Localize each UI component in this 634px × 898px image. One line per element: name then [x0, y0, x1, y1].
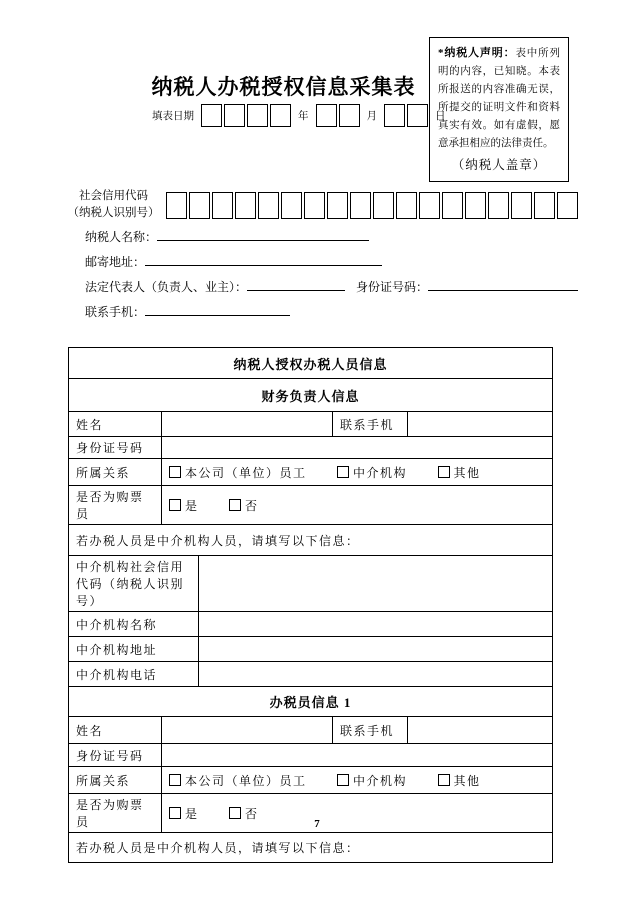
- clerk1-agency-note: 若办税人员是中介机构人员，请填写以下信息：: [69, 833, 553, 863]
- cfo-phone-label: 联系手机: [333, 412, 408, 437]
- mailing-address-label: 邮寄地址：: [85, 255, 146, 269]
- cfo-relation-option-employee: 本公司（单位）员工: [169, 466, 307, 480]
- declaration-title: *纳税人声明：: [438, 47, 516, 59]
- fill-box: [442, 192, 463, 219]
- clerk1-section-header: 办税员信息 1: [69, 687, 553, 717]
- fill-box: [316, 104, 337, 127]
- year-fill-boxes: [201, 104, 291, 127]
- fill-box: [304, 192, 325, 219]
- id-number-field: [428, 278, 578, 291]
- fill-box: [384, 104, 405, 127]
- contact-phone-label: 联系手机：: [85, 305, 146, 319]
- clerk1-relation-option-employee: 本公司（单位）员工: [169, 774, 307, 788]
- agency-address-label: 中介机构地址: [69, 637, 199, 662]
- month-fill-boxes: [316, 104, 360, 127]
- fill-box: [396, 192, 417, 219]
- cfo-agency-note: 若办税人员是中介机构人员，请填写以下信息：: [69, 525, 553, 556]
- cfo-phone-input-cell: [408, 412, 553, 437]
- fill-box: [235, 192, 256, 219]
- fill-box: [488, 192, 509, 219]
- fill-box: [327, 192, 348, 219]
- clerk1-purchaser-option-no: 否: [229, 807, 259, 821]
- mailing-address-field: [145, 253, 382, 266]
- cfo-name-label: 姓名: [69, 412, 162, 437]
- day-label: 日: [435, 111, 446, 122]
- clerk1-purchaser-option-yes: 是: [169, 807, 199, 821]
- cfo-relation-label: 所属关系: [69, 459, 162, 486]
- day-fill-boxes: [384, 104, 428, 127]
- agency-address-input-cell: [199, 637, 553, 662]
- month-label: 月: [366, 111, 377, 122]
- clerk1-id-input-cell: [162, 744, 553, 767]
- fill-date-row: [152, 104, 446, 127]
- cfo-purchaser-label: 是否为购票员: [69, 486, 162, 525]
- taxpayer-stamp-label: （纳税人盖章）: [451, 158, 547, 173]
- fill-box: [212, 192, 233, 219]
- contact-phone-field: [145, 303, 290, 316]
- year-label: 年: [298, 111, 309, 122]
- clerk1-id-label: 身份证号码: [69, 744, 162, 767]
- agency-phone-input-cell: [199, 662, 553, 687]
- clerk1-relation-option-agency: 中介机构: [337, 774, 407, 788]
- mailing-address-row: [85, 253, 382, 270]
- contact-phone-row: [85, 303, 290, 320]
- credit-code-boxes: [166, 192, 578, 219]
- cfo-section-header: 财务负责人信息: [69, 379, 553, 412]
- agency-phone-label: 中介机构电话: [69, 662, 199, 687]
- credit-code-label: [62, 188, 165, 223]
- agency-name-label: 中介机构名称: [69, 612, 199, 637]
- clerk1-relation-label: 所属关系: [69, 767, 162, 794]
- fill-box: [201, 104, 222, 127]
- fill-box: [557, 192, 578, 219]
- checkbox-icon: [169, 466, 181, 478]
- checkbox-icon: [229, 807, 241, 819]
- fill-date-label: 填表日期: [152, 111, 194, 122]
- taxpayer-name-field: [157, 228, 369, 241]
- fill-box: [419, 192, 440, 219]
- checkbox-icon: [438, 774, 450, 786]
- fill-box: [258, 192, 279, 219]
- legal-representative-row: [85, 278, 578, 295]
- checkbox-icon: [337, 774, 349, 786]
- fill-box: [339, 104, 360, 127]
- cfo-relation-options: [162, 459, 553, 486]
- cfo-relation-option-agency: 中介机构: [337, 466, 407, 480]
- checkbox-icon: [169, 499, 181, 511]
- clerk1-name-input-cell: [162, 717, 333, 744]
- agency-code-input-cell: [199, 556, 553, 612]
- declaration-body: 表中所列明的内容，已知晓。本表所报送的内容准确无误，所提交的证明文件和资料真实有效。如有虚假，愿意承担相应的法律责任。: [438, 48, 561, 150]
- checkbox-icon: [169, 774, 181, 786]
- credit-code-label-line2: （纳税人识别号）: [67, 207, 160, 220]
- cfo-relation-option-other: 其他: [438, 466, 481, 480]
- clerk1-relation-option-other: 其他: [438, 774, 481, 788]
- credit-code-label-line1: 社会信用代码: [79, 190, 148, 202]
- fill-box: [224, 104, 245, 127]
- fill-box: [189, 192, 210, 219]
- table-header: 纳税人授权办税人员信息: [69, 348, 553, 379]
- authorized-personnel-table: [68, 347, 553, 863]
- fill-box: [350, 192, 371, 219]
- taxpayer-declaration-box: [429, 37, 569, 182]
- cfo-id-input-cell: [162, 437, 553, 459]
- checkbox-icon: [169, 807, 181, 819]
- clerk1-relation-options: [162, 767, 553, 794]
- fill-box: [247, 104, 268, 127]
- cfo-name-input-cell: [162, 412, 333, 437]
- checkbox-icon: [337, 466, 349, 478]
- cfo-purchaser-option-yes: 是: [169, 499, 199, 513]
- checkbox-icon: [438, 466, 450, 478]
- page-number: 7: [314, 818, 320, 830]
- clerk1-phone-input-cell: [408, 717, 553, 744]
- form-title: 纳税人办税授权信息采集表: [151, 75, 416, 99]
- fill-box: [166, 192, 187, 219]
- legal-representative-field: [247, 278, 345, 291]
- taxpayer-name-label: 纳税人名称：: [85, 230, 158, 244]
- cfo-id-label: 身份证号码: [69, 437, 162, 459]
- clerk1-name-label: 姓名: [69, 717, 162, 744]
- clerk1-purchaser-label: 是否为购票员: [69, 794, 162, 833]
- fill-box: [511, 192, 532, 219]
- agency-name-input-cell: [199, 612, 553, 637]
- taxpayer-name-row: [85, 228, 369, 245]
- fill-box: [465, 192, 486, 219]
- cfo-purchaser-option-no: 否: [229, 499, 259, 513]
- legal-representative-label: 法定代表人（负责人、业主）：: [85, 280, 248, 294]
- fill-box: [534, 192, 555, 219]
- agency-code-label: 中介机构社会信用代码（纳税人识别号）: [69, 556, 199, 612]
- fill-box: [407, 104, 428, 127]
- cfo-purchaser-options: [162, 486, 553, 525]
- fill-box: [281, 192, 302, 219]
- id-number-label: 身份证号码：: [356, 280, 429, 294]
- fill-box: [373, 192, 394, 219]
- checkbox-icon: [229, 499, 241, 511]
- fill-box: [270, 104, 291, 127]
- clerk1-phone-label: 联系手机: [333, 717, 408, 744]
